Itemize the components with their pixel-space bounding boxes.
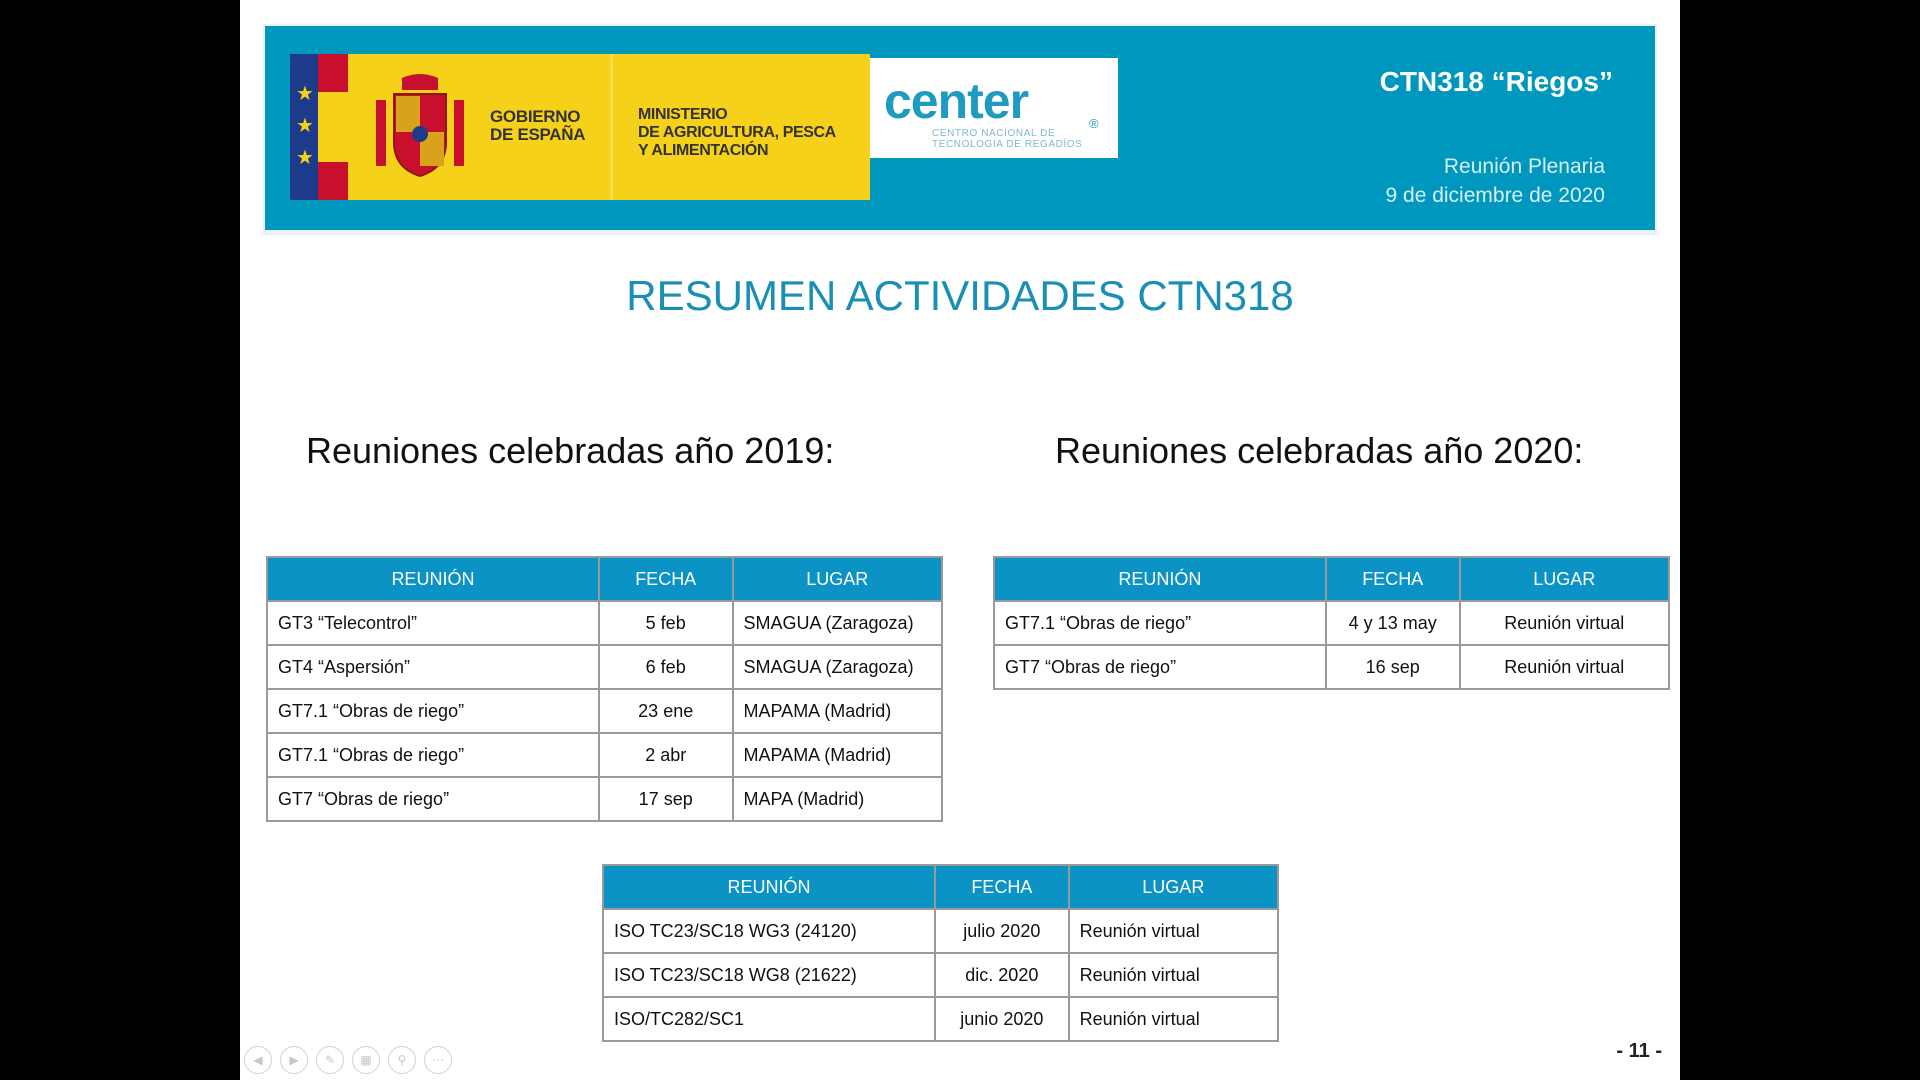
column-header-lugar: LUGAR — [1069, 865, 1278, 909]
table-row: GT7 “Obras de riego” 16 sep Reunión virtual — [994, 645, 1669, 689]
table-row: ISO TC23/SC18 WG3 (24120) julio 2020 Reunión virtual — [603, 909, 1278, 953]
center-logo-text: center — [884, 73, 1029, 129]
meeting-info: Reunión Plenaria 9 de diciembre de 2020 — [1385, 155, 1605, 207]
column-header-reunion: REUNIÓN — [994, 557, 1326, 601]
column-header-lugar: LUGAR — [733, 557, 942, 601]
center-subtitle: CENTRO NACIONAL DE TECNOLOGÍA DE REGADÍOS — [932, 128, 1083, 150]
next-icon[interactable]: ▶ — [280, 1046, 308, 1074]
government-logo — [290, 54, 870, 200]
registered-mark: ® — [1089, 116, 1099, 131]
column-header-fecha: FECHA — [599, 557, 733, 601]
table-row: GT7 “Obras de riego” 17 sep MAPA (Madrid) — [267, 777, 942, 821]
column-header-lugar: LUGAR — [1460, 557, 1669, 601]
star-icon: ★ — [296, 115, 314, 137]
iso-meetings-table — [602, 864, 1279, 1042]
slides-icon[interactable]: ▦ — [352, 1046, 380, 1074]
ministry-name: MINISTERIO DE AGRICULTURA, PESCA Y ALIMENTACIÓN — [638, 106, 836, 159]
column-header-fecha: FECHA — [935, 865, 1069, 909]
section-title-2020: Reuniones celebradas año 2020: — [1055, 430, 1584, 471]
committee-title: CTN318 “Riegos” — [1379, 66, 1613, 97]
eu-spain-flag — [290, 54, 348, 200]
column-header-fecha: FECHA — [1326, 557, 1460, 601]
slideshow-controls — [244, 1046, 452, 1074]
table-row: GT7.1 “Obras de riego” 4 y 13 may Reunión virtual — [994, 601, 1669, 645]
column-header-reunion: REUNIÓN — [603, 865, 935, 909]
center-logo — [870, 58, 1118, 158]
zoom-icon[interactable]: ⚲ — [388, 1046, 416, 1074]
table-header-row — [994, 557, 1669, 601]
star-icon: ★ — [296, 83, 314, 105]
table-row: ISO TC23/SC18 WG8 (21622) dic. 2020 Reunión virtual — [603, 953, 1278, 997]
table-row: GT3 “Telecontrol” 5 feb SMAGUA (Zaragoza) — [267, 601, 942, 645]
meetings-2019-table — [266, 556, 943, 822]
government-name: GOBIERNO DE ESPAÑA — [490, 107, 586, 144]
coat-of-arms-icon — [372, 72, 468, 182]
table-header-row — [267, 557, 942, 601]
slide — [240, 0, 1680, 1080]
table-row: GT4 “Aspersión” 6 feb SMAGUA (Zaragoza) — [267, 645, 942, 689]
table-row: ISO/TC282/SC1 junio 2020 Reunión virtual — [603, 997, 1278, 1041]
section-title-2019: Reuniones celebradas año 2019: — [306, 430, 835, 471]
pen-icon[interactable]: ✎ — [316, 1046, 344, 1074]
table-row: GT7.1 “Obras de riego” 2 abr MAPAMA (Madrid) — [267, 733, 942, 777]
star-icon: ★ — [296, 147, 314, 169]
meetings-2020-table — [993, 556, 1670, 690]
prev-icon[interactable]: ◀ — [244, 1046, 272, 1074]
page-title: RESUMEN ACTIVIDADES CTN318 — [626, 272, 1294, 319]
page-number: - 11 - — [1616, 1040, 1662, 1062]
more-icon[interactable]: ⋯ — [424, 1046, 452, 1074]
table-header-row — [603, 865, 1278, 909]
header-banner — [263, 24, 1657, 235]
column-header-reunion: REUNIÓN — [267, 557, 599, 601]
table-row: GT7.1 “Obras de riego” 23 ene MAPAMA (Madrid) — [267, 689, 942, 733]
